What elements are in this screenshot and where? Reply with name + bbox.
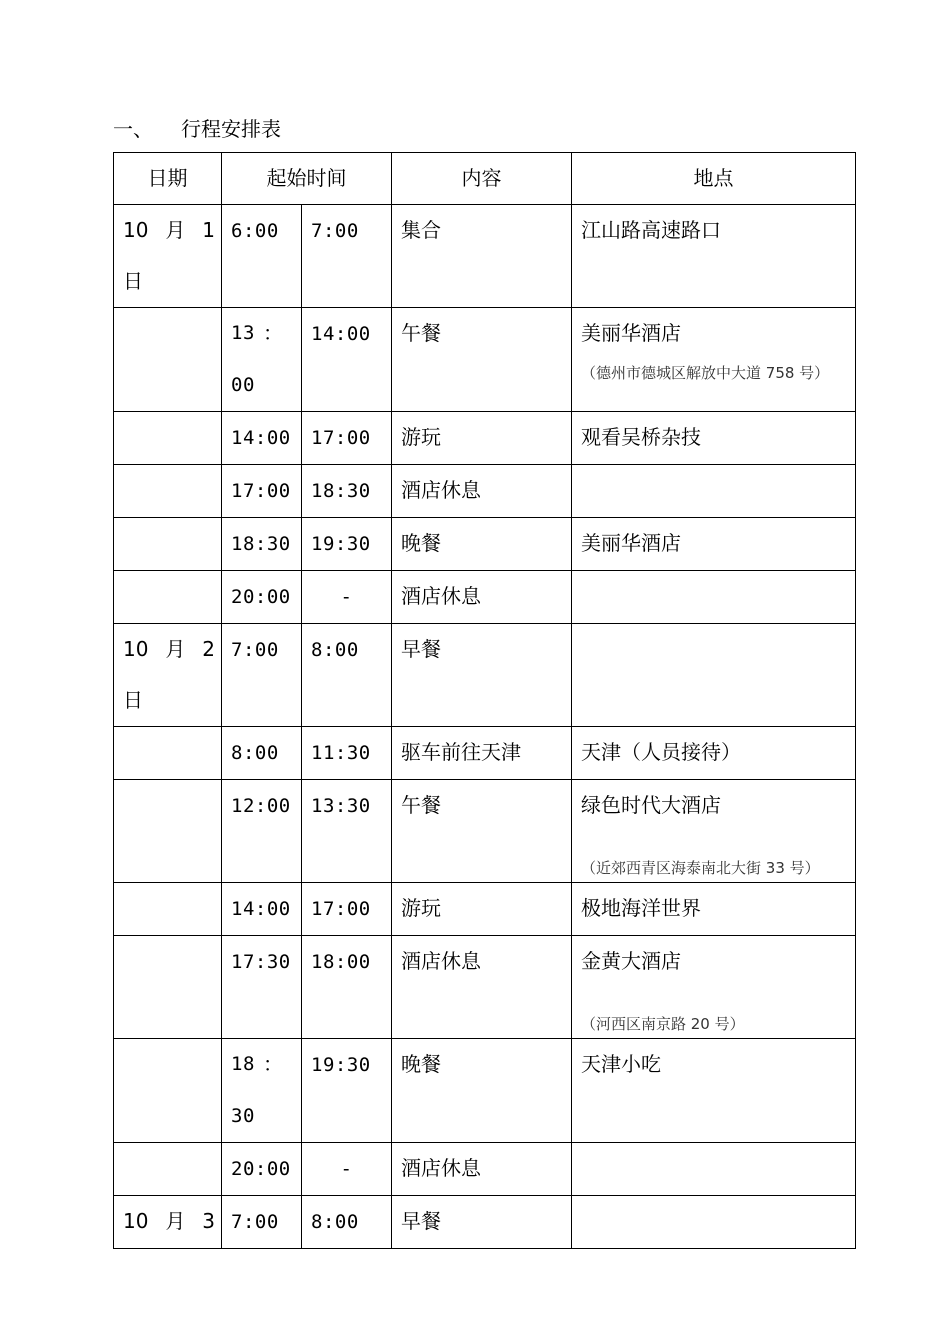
end-time-cell [302, 727, 392, 780]
end-time-cell [302, 1143, 392, 1196]
table-row [114, 308, 856, 412]
end-time-cell [302, 518, 392, 571]
content-cell: 早餐 [392, 1196, 572, 1249]
date-cell [114, 308, 222, 412]
date-cell [114, 412, 222, 465]
section-heading [113, 114, 281, 144]
content-cell: 酒店休息 [392, 465, 572, 518]
start-time-cell [222, 1039, 302, 1143]
date-suffix: 日 [123, 688, 143, 712]
start-time-cell [222, 727, 302, 780]
start-time: 17:00 [231, 480, 291, 502]
place-cell [572, 571, 856, 624]
start-time-cell [222, 412, 302, 465]
end-time-cell [302, 780, 392, 883]
date-suffix: 日 [123, 269, 143, 293]
content-cell: 午餐 [392, 308, 572, 412]
start-colon: ： [263, 1052, 283, 1076]
start-time: 14:00 [231, 427, 291, 449]
start-time-cell [222, 205, 302, 308]
content-cell: 驱车前往天津 [392, 727, 572, 780]
end-time: 13:30 [311, 795, 371, 817]
content-cell: 酒店休息 [392, 571, 572, 624]
end-time: 14:00 [311, 323, 371, 345]
content-cell: 早餐 [392, 624, 572, 727]
end-time-cell [302, 936, 392, 1039]
table-row [114, 205, 856, 308]
start-time-cell [222, 936, 302, 1039]
section-title: 行程安排表 [181, 117, 281, 141]
section-number: 一、 [113, 117, 153, 141]
start-time-cell [222, 780, 302, 883]
start-time: 6:00 [231, 220, 279, 242]
place-name: 金黄大酒店 [581, 949, 681, 973]
date-month: 月 [165, 1209, 186, 1233]
date-day: 2 [202, 637, 215, 661]
start-time-cell [222, 1143, 302, 1196]
place-address: （河西区南京路 20 号） [581, 1015, 745, 1033]
start-time: 20:00 [231, 586, 291, 608]
table-row [114, 1039, 856, 1143]
place-cell: 观看吴桥杂技 [572, 412, 856, 465]
date-month: 月 [165, 637, 186, 661]
content-cell: 午餐 [392, 780, 572, 883]
table-header-row [114, 153, 856, 205]
end-time: 17:00 [311, 898, 371, 920]
table-row [114, 1196, 856, 1249]
place-cell [572, 465, 856, 518]
end-time-cell [302, 205, 392, 308]
place-name: 美丽华酒店 [581, 321, 681, 345]
date-number: 10 [123, 637, 149, 661]
date-cell [114, 883, 222, 936]
start-time-cell [222, 1196, 302, 1249]
table-row [114, 571, 856, 624]
content-cell: 酒店休息 [392, 1143, 572, 1196]
start-time: 7:00 [231, 639, 279, 661]
end-time-cell [302, 1039, 392, 1143]
end-time: 18:30 [311, 480, 371, 502]
itinerary-table [113, 152, 856, 1249]
date-month: 月 [165, 218, 186, 242]
place-cell [572, 936, 856, 1039]
start-time-cell [222, 465, 302, 518]
date-cell [114, 1196, 222, 1249]
end-time: 18:00 [311, 951, 371, 973]
date-cell [114, 780, 222, 883]
start-time-cell [222, 883, 302, 936]
end-time-cell [302, 465, 392, 518]
start-time: 8:00 [231, 742, 279, 764]
start-time: 12:00 [231, 795, 291, 817]
date-day: 3 [202, 1209, 215, 1233]
content-cell: 酒店休息 [392, 936, 572, 1039]
place-cell [572, 1196, 856, 1249]
start-minute: 30 [231, 1105, 255, 1127]
date-number: 10 [123, 218, 149, 242]
start-time: 17:30 [231, 951, 291, 973]
place-name: 绿色时代大酒店 [581, 793, 721, 817]
end-time-cell [302, 412, 392, 465]
start-time-cell [222, 624, 302, 727]
header-place: 地点 [572, 153, 856, 205]
place-address: （德州市德城区解放中大道 758 号） [581, 364, 830, 382]
date-cell [114, 624, 222, 727]
end-time: 7:00 [311, 220, 359, 242]
content-cell: 晚餐 [392, 518, 572, 571]
date-cell [114, 205, 222, 308]
start-time-cell [222, 571, 302, 624]
table-row [114, 1143, 856, 1196]
start-minute: 00 [231, 374, 255, 396]
end-time-cell [302, 571, 392, 624]
place-cell: 天津小吃 [572, 1039, 856, 1143]
place-address: （近郊西青区海泰南北大街 33 号） [581, 859, 820, 877]
table-row [114, 936, 856, 1039]
place-cell: 极地海洋世界 [572, 883, 856, 936]
date-cell [114, 465, 222, 518]
header-time: 起始时间 [222, 153, 392, 205]
table-row [114, 780, 856, 883]
end-time-cell [302, 1196, 392, 1249]
start-time: 14:00 [231, 898, 291, 920]
place-cell [572, 308, 856, 412]
end-time: - [340, 1158, 353, 1180]
start-time-cell [222, 308, 302, 412]
place-cell: 江山路高速路口 [572, 205, 856, 308]
end-time-cell [302, 624, 392, 727]
end-time: 11:30 [311, 742, 371, 764]
date-cell [114, 727, 222, 780]
table-row [114, 883, 856, 936]
content-cell: 集合 [392, 205, 572, 308]
place-cell: 美丽华酒店 [572, 518, 856, 571]
start-time-cell [222, 518, 302, 571]
content-cell: 游玩 [392, 412, 572, 465]
end-time: 19:30 [311, 533, 371, 555]
table-row [114, 624, 856, 727]
end-time-cell [302, 308, 392, 412]
end-time: - [340, 586, 353, 608]
end-time: 19:30 [311, 1054, 371, 1076]
date-cell [114, 1039, 222, 1143]
date-cell [114, 1143, 222, 1196]
end-time: 8:00 [311, 1211, 359, 1233]
date-number: 10 [123, 1209, 149, 1233]
header-content: 内容 [392, 153, 572, 205]
date-day: 1 [202, 218, 215, 242]
table-row [114, 727, 856, 780]
end-time: 8:00 [311, 639, 359, 661]
header-date: 日期 [114, 153, 222, 205]
start-colon: ： [263, 321, 283, 345]
table-row [114, 465, 856, 518]
content-cell: 游玩 [392, 883, 572, 936]
place-cell [572, 780, 856, 883]
content-cell: 晚餐 [392, 1039, 572, 1143]
place-cell: 天津（人员接待） [572, 727, 856, 780]
start-hour: 13 [231, 322, 255, 344]
table-row [114, 412, 856, 465]
start-time: 18:30 [231, 533, 291, 555]
date-cell [114, 936, 222, 1039]
place-cell [572, 624, 856, 727]
place-cell [572, 1143, 856, 1196]
table-row [114, 518, 856, 571]
start-time: 20:00 [231, 1158, 291, 1180]
end-time: 17:00 [311, 427, 371, 449]
end-time-cell [302, 883, 392, 936]
date-cell [114, 518, 222, 571]
start-time: 7:00 [231, 1211, 279, 1233]
start-hour: 18 [231, 1053, 255, 1075]
date-cell [114, 571, 222, 624]
